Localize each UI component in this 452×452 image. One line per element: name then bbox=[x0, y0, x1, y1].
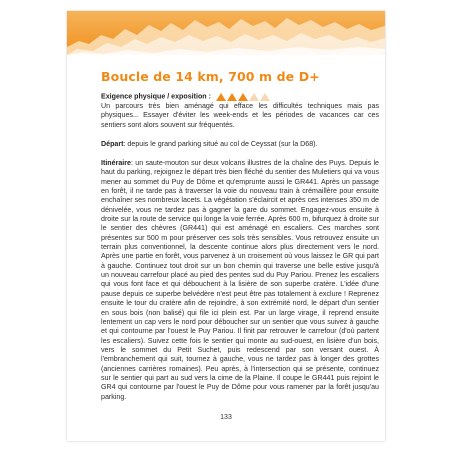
depart-label: Départ bbox=[101, 140, 124, 148]
mountain-illustration bbox=[67, 11, 385, 55]
intro-paragraph bbox=[101, 102, 379, 130]
difficulty-section bbox=[101, 92, 379, 102]
page-title: Boucle de 14 km, 700 m de D+ bbox=[101, 69, 320, 84]
mountain-peaks-icon bbox=[216, 92, 270, 101]
intro-text: Un parcours très bien aménagé qui efface les difficultés techniques mais pas physiques... Essayer d'éviter les week-ends et les périodes de vacances car ces sentiers sont alors souvent sur fréquentés. bbox=[101, 102, 379, 129]
itineraire-paragraph bbox=[101, 159, 379, 402]
itineraire-text: : un saute-mouton sur deux volcans illustres de la chaîne des Puys. Depuis le haut du parking, rejoignez le départ très bien fléché du sentier des Muletiers qui va vous mener au sommet du Puy de Dôme et qu'emprunte aussi le GR441. Après un passage en forêt, il ne tarde pas à traverser la voie du nouveau train à crémaillère pour ensuite enchaîner ses nombreux lacets. La végétation s'éclaircit et après ces intenses 350 m de dénivelée, vous ne tardez pas à gagner la gare du sommet. Engagez-vous ensuite à droite sur la route de service qui longe la voie ferrée. Après 600 m, bifurquez à droite sur le sentier des chèvres (GR441) qui est aménagé en escaliers. Ces marches sont présentes sur 500 m pour préserver ces sols très sensibles. Vous retrouvez ensuite un terrain plus conventionnel, la descente continue alors plus directement vers le nord. Après une partie en forêt, vous parvenez à un croisement où vous laissez le GR qui part à gauche. Continuez tout droit sur un bon chemin qui traverse une belle estive jusqu'à un nouveau carrefour placé au pied des pentes sud du Puy Pariou. Prenez les escaliers qui vous font face et qui débouchent à la lisière de son superbe cratère. L'idée d'une pause depuis ce superbe belvédère n'est peut être pas totalement à exclure ! Reprenez ensuite le tour du cratère afin de rejoindre, à son extrémité nord, le départ d'un sentier en sous bois (non balisé) qui file ici plein est. Par un large virage, il reprend ensuite lentement un cap vers le nord pour déboucher sur un sentier que vous suivez à gauche et qui contourne par l'ouest le Puy Pariou. Il finit par retrouver le carrefour (d'où partent les escaliers). Suivez cette fois le sentier qui monte au sud-ouest, en lisière d'un bois, vers le sommet du Petit Suchet, puis redescend par son versant ouest. À l'embranchement qui suit, tournez à gauche, vous ne tardez pas à longer des grottes (anciennes carrières romaines). Peu après, à l'intersection qui se présente, continuez sur le sentier qui part au sud vers la cime de la Plaine. Il coupe le GR441 puis rejoint le GR4 qui contourne par l'ouest le Puy de Dôme pour vous ramener par la forêt jusqu'au parking. bbox=[101, 159, 379, 401]
itineraire-label: Itinéraire bbox=[101, 159, 131, 167]
depart-paragraph bbox=[101, 140, 379, 149]
book-page bbox=[67, 11, 385, 441]
header-banner bbox=[67, 11, 385, 55]
page-number: 133 bbox=[220, 414, 232, 421]
depart-text: : depuis le grand parking situé au col de Ceyssat (sur la D68). bbox=[123, 140, 318, 148]
title-row bbox=[101, 69, 320, 84]
difficulty-label: Exigence physique / exposition : bbox=[101, 92, 211, 101]
